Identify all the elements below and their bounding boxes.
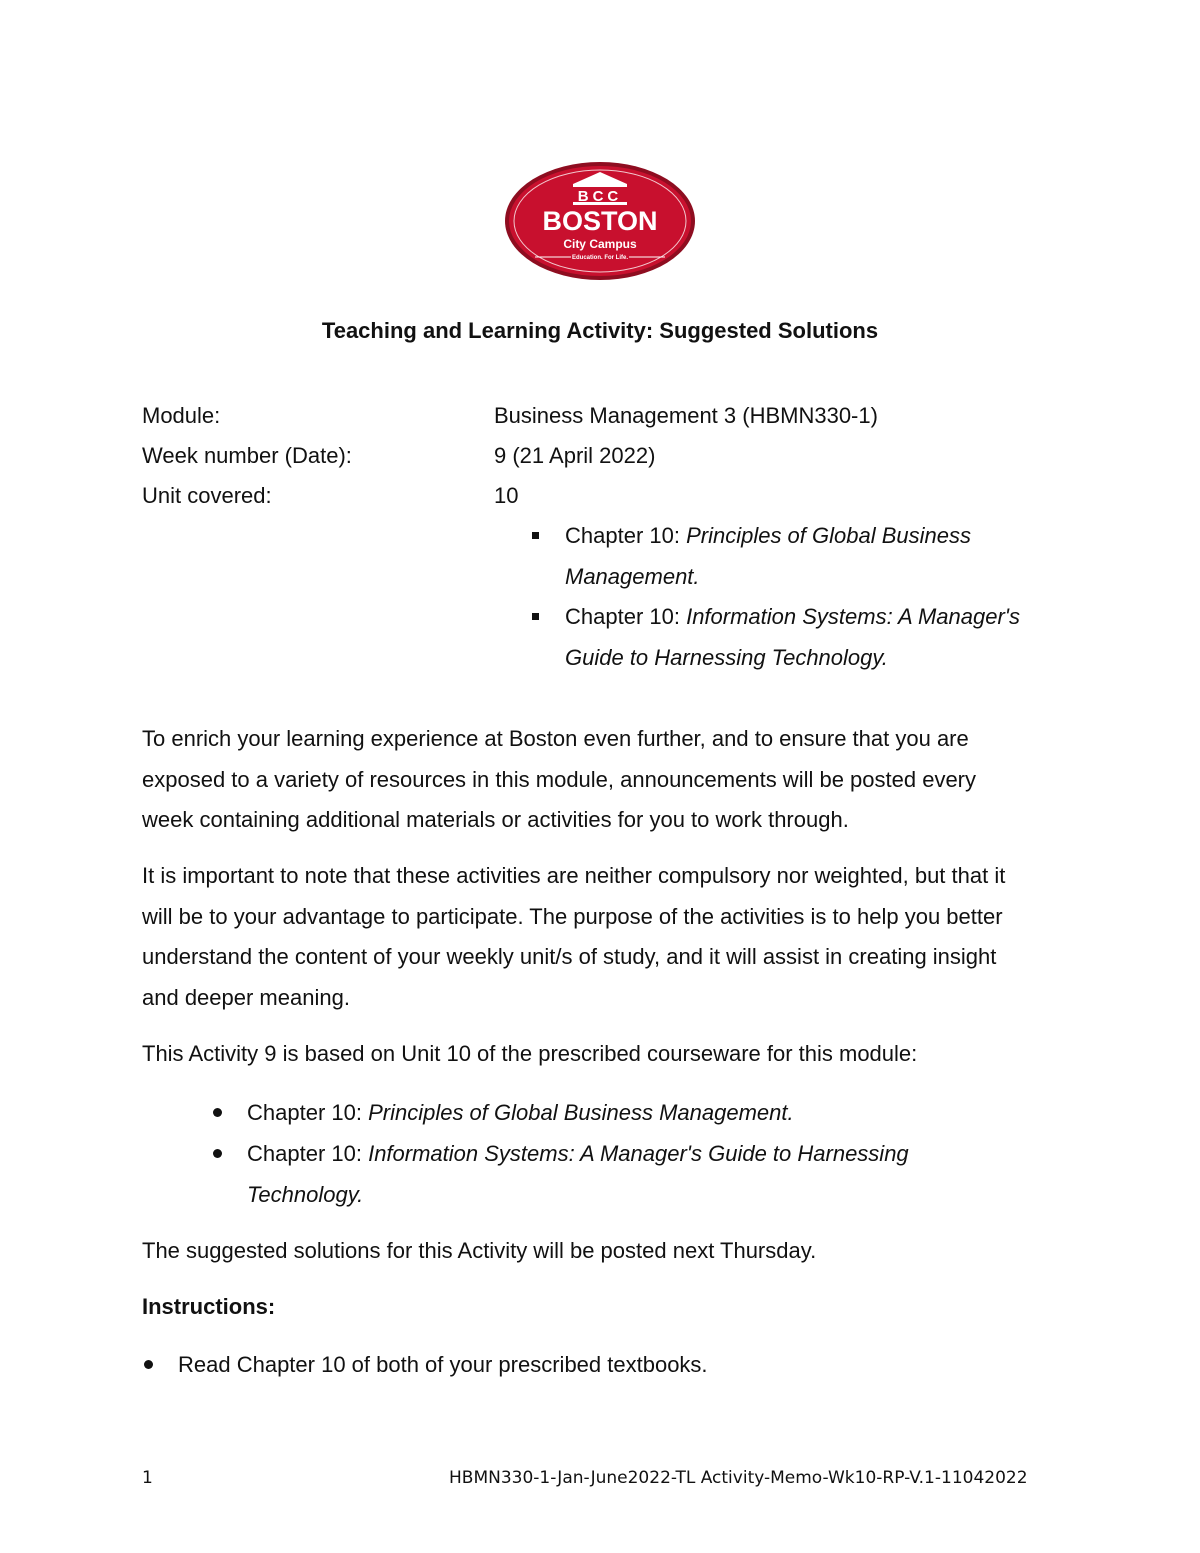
bullet-icon xyxy=(144,1360,153,1369)
boston-city-campus-logo xyxy=(503,160,697,282)
bullet-icon xyxy=(213,1149,222,1158)
logo-monogram: BCC xyxy=(577,188,623,205)
module-value: Business Management 3 (HBMN330-1) xyxy=(494,403,878,428)
week-label: Week number (Date): xyxy=(142,443,352,468)
note-paragraph: It is important to note that these activities are neither compulsory nor weighted, but that it will be to your advantage to participate. The purpose of the activities is to help you better understand the content of your weekly unit/s of study, and it will assist in creating insight and deeper meaning. xyxy=(142,863,1006,1010)
logo-tagline: Education. For Life. xyxy=(571,255,629,261)
page-title: Teaching and Learning Activity: Suggested Solutions xyxy=(321,318,879,343)
unit-chapter-list xyxy=(494,516,1054,678)
intro-paragraph: To enrich your learning experience at Boston even further, and to ensure that you are exposed to a variety of resources in this module, announcements will be posted every week containing additional materials or activities for you to work through. xyxy=(142,726,977,832)
list-item: Chapter 10: Principles of Global Business Management. xyxy=(142,1092,1032,1133)
activity-basis-paragraph: This Activity 9 is based on Unit 10 of the prescribed courseware for this module: xyxy=(142,1041,918,1066)
list-item: Chapter 10: Information Systems: A Manager's Guide to Harnessing Technology. xyxy=(142,1133,1032,1215)
bullet-icon xyxy=(213,1108,222,1117)
logo-name: BOSTON xyxy=(542,206,658,236)
list-item: Chapter 10: Principles of Global Business Management. xyxy=(494,516,1054,597)
unit-label: Unit covered: xyxy=(142,483,272,508)
logo-subtitle: City Campus xyxy=(563,237,637,251)
instructions-list xyxy=(142,1344,1032,1385)
week-value: 9 (21 April 2022) xyxy=(494,443,656,468)
page-number: 1 xyxy=(142,1468,153,1488)
list-item: Read Chapter 10 of both of your prescribed textbooks. xyxy=(142,1344,1032,1385)
unit-value: 10 xyxy=(494,483,519,508)
module-label: Module: xyxy=(142,403,221,428)
square-bullet-icon xyxy=(532,532,539,539)
document-code: HBMN330-1-Jan-June2022-TL Activity-Memo-Wk10-RP-V.1-11042022 xyxy=(449,1468,1028,1488)
square-bullet-icon xyxy=(532,613,539,620)
posting-paragraph: The suggested solutions for this Activity will be posted next Thursday. xyxy=(142,1238,817,1263)
list-item: Chapter 10: Information Systems: A Manager's Guide to Harnessing Technology. xyxy=(494,597,1054,678)
activity-chapter-list xyxy=(142,1092,1032,1215)
instructions-heading: Instructions: xyxy=(142,1294,276,1319)
